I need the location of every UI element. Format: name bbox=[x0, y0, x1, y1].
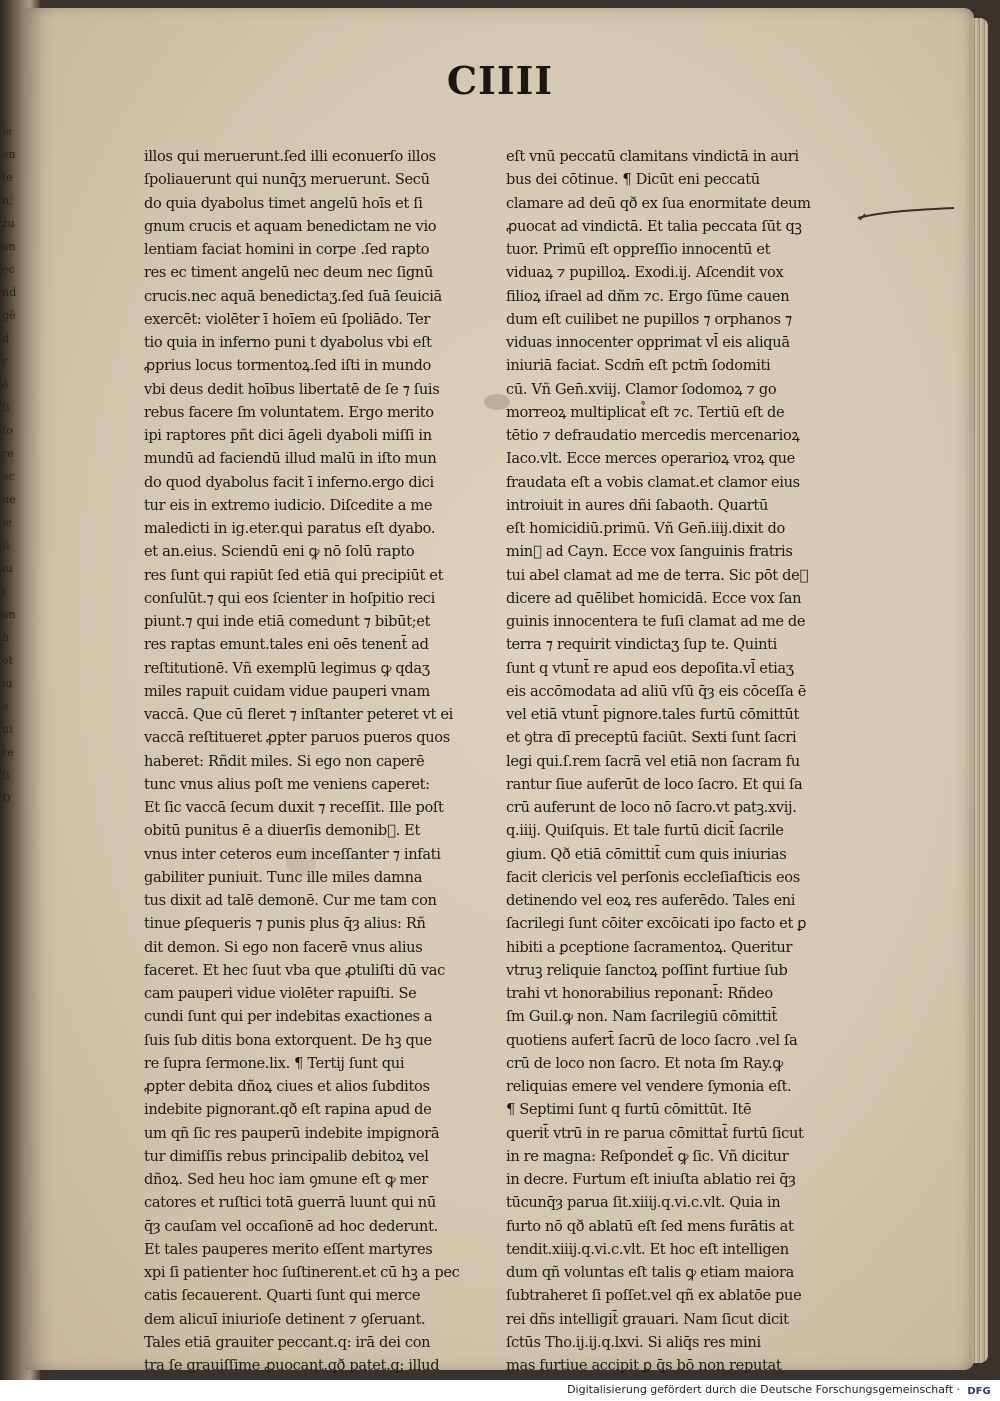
text-line: trahi vt honorabilius reponant̄: Rñdeo bbox=[506, 985, 773, 1002]
text-line: catores et ruſtici totā guerrā luunt qui nū bbox=[144, 1194, 436, 1212]
text-line: q.iiij. Quiſquis. Et tale furtū dicit̄ ſacrile bbox=[506, 822, 784, 840]
text-line: mundū ad faciendū illud malū in iſto mun bbox=[144, 450, 437, 468]
text-line: dñoꝝ. Sed heu hoc iam ꝯmune eſt ꝙ mer bbox=[144, 1171, 428, 1188]
text-line: Et ſic vaccā ſecum duxit ⁊ receſſit. Ille poſt bbox=[144, 799, 444, 816]
text-line: maledicti in ig.eter.qui paratus eſt dyabo. bbox=[144, 520, 436, 537]
text-line: tendit.xiiij.q.vi.c.vlt. Et hoc eſt intelligen bbox=[506, 1240, 789, 1258]
book-page bbox=[24, 8, 974, 1374]
ink-stain bbox=[484, 394, 510, 410]
text-line: cū. Vñ Gen̄.xviij. Clamor ſodomoꝝ ⁊ go bbox=[506, 380, 777, 398]
text-line: tus dixit ad talē demonē. Cur me tam con bbox=[144, 892, 437, 909]
adjacent-page-fragment: iu bbox=[2, 562, 13, 575]
text-line: piunt.⁊ qui inde etiā comedunt ⁊ bibūt;et bbox=[144, 613, 431, 630]
text-line: hibiti a ꝑceptione ſacramentoꝝ. Queritur bbox=[506, 938, 793, 956]
adjacent-page-fragment: gē bbox=[2, 309, 16, 322]
adjacent-page-fragment: re bbox=[2, 447, 14, 460]
text-line: tra ſe grauiſſime ꝓuocant.qð patet.q: illud bbox=[144, 1357, 440, 1374]
adjacent-page-fragment: ot bbox=[2, 654, 14, 667]
adjacent-page-fragment: ec bbox=[2, 263, 15, 276]
text-line: facit clericis vel perſonis eccleſiaſticis eos bbox=[506, 868, 800, 886]
text-line: clamare ad deū qð ex ſua enormitate deum bbox=[506, 194, 811, 212]
text-line: re ſupra ſermone.lix. ¶ Tertij ſunt qui bbox=[144, 1054, 405, 1072]
page-fore-edge bbox=[972, 18, 988, 1363]
adjacent-page-fragment: r bbox=[2, 355, 8, 368]
paper-stain bbox=[286, 848, 316, 876]
adjacent-page-fragment: d bbox=[2, 332, 10, 345]
text-line: xpi ſi patienter hoc ſuſtinerent.et cū hꝫ a pec bbox=[144, 1264, 460, 1281]
text-line: viduaꝝ ⁊ pupilloꝝ. Exodi.ij. Aſcendit vox bbox=[506, 264, 784, 282]
text-line: dicere ad quēlibet homicidā. Ecce vox ſan bbox=[506, 589, 802, 607]
text-line: furto nō qð ablatū eſt ſed mens furātis at bbox=[506, 1217, 794, 1235]
digitization-credit: Digitalisierung gefördert durch die Deutsche Forschungsgemeinschaft · bbox=[567, 1383, 960, 1396]
text-line: um qñ ſic res pauperū indebite impignorā bbox=[144, 1124, 440, 1142]
text-line: in decre. Furtum eſt iniuſta ablatio rei q̄ȝ bbox=[506, 1171, 796, 1188]
adjacent-page-fragment: ſi bbox=[2, 539, 10, 552]
text-line: do quia dyabolus timet angelū hoīs et ſi bbox=[144, 194, 423, 212]
text-line: introiuit in aures dñi ſabaoth. Quartū bbox=[506, 496, 769, 514]
marginal-pen-mark bbox=[856, 206, 956, 224]
text-line: vaccā reſtitueret ꝓpter paruos pueros quos bbox=[144, 729, 450, 747]
text-line: tur dimiſſis rebus principalib debitoꝝ vel bbox=[144, 1147, 429, 1165]
adjacent-page-fragment: zu bbox=[2, 217, 15, 230]
text-line: ſunt q vtunt̄ re apud eos depoſita.vl̄ etiaʒ bbox=[506, 659, 794, 677]
adjacent-page-text bbox=[2, 120, 26, 1020]
adjacent-page-fragment: ſi bbox=[2, 769, 10, 782]
text-line: eſt homicidiū.primū. Vñ Gen̄.iiij.dixit do bbox=[506, 520, 785, 537]
adjacent-page-fragment: re bbox=[2, 746, 14, 759]
text-line: vel etiā vtunt̄ pignore.tales furtū cōmittūt bbox=[506, 706, 799, 723]
adjacent-page-fragment: le bbox=[2, 125, 13, 138]
text-line: q̄ȝ cauſam vel occaſionē ad hoc dederunt. bbox=[144, 1217, 438, 1235]
text-line: vnus inter ceteros eum inceſſanter ⁊ infati bbox=[144, 845, 441, 863]
text-line: tui abel clamat ad me de terra. Sic pōt de᷒ bbox=[506, 566, 809, 584]
text-line: reliquias emere vel vendere ſymonia eſt. bbox=[506, 1078, 792, 1095]
text-line: tētio ⁊ defraudatio mercedis mercenarioꝝ bbox=[506, 427, 800, 444]
text-line: et ꝯtra dī preceptū faciūt. Sexti ſunt ſacri bbox=[506, 729, 797, 747]
text-line: tuor. Primū eſt oppreſſio innocentū et bbox=[506, 241, 771, 258]
text-line: obitū punitus ē a diuerſis demonib᷒. Et bbox=[144, 822, 420, 840]
adjacent-page-fragment: en bbox=[2, 148, 16, 161]
text-line: res ec timent angelū nec deum nec ſignū bbox=[144, 264, 433, 282]
text-line: dit demon. Si ego non facerē vnus alius bbox=[144, 938, 423, 956]
adjacent-page-fragment: h bbox=[2, 631, 10, 644]
text-line: eis accōmodata ad aliū vſū q̄ȝ eis cōceſſa ē bbox=[506, 682, 807, 700]
text-line: in re magna: Reſpondet̄ ꝙ ſic. Vñ dicitur bbox=[506, 1147, 789, 1165]
adjacent-page-fragment: iu bbox=[2, 677, 13, 690]
dfg-logo-icon bbox=[964, 1383, 994, 1397]
text-line: lentiam faciat homini in corpe .ſed rapto bbox=[144, 241, 430, 258]
text-line: exercēt: violēter ī hoīem eū ſpoliādo. Ter bbox=[144, 310, 431, 328]
text-line: reſtitutionē. Vñ exemplū legimus ꝙ qdaʒ bbox=[144, 659, 430, 677]
text-column-left bbox=[144, 145, 490, 1377]
folio-number: CIIII bbox=[446, 58, 554, 103]
text-line: rebus facere ſm voluntatem. Ergo merito bbox=[144, 403, 434, 421]
text-line: tunc vnus alius poſt me veniens caperet: bbox=[144, 775, 430, 793]
text-line: illos qui meruerunt.ſed illi econuerſo illos bbox=[144, 148, 436, 165]
text-line: crucis.nec aquā benedictaʒ.ſed ſuā ſeuiciā bbox=[144, 287, 442, 305]
text-line: ſacrilegi ſunt cōiter excōicati ipo facto et ꝑ bbox=[506, 915, 807, 933]
text-line: Iaco.vlt. Ecce merces operarioꝝ vroꝝ que bbox=[506, 450, 795, 468]
text-line: filioꝝ iſrael ad dñm ⁊c. Ergo ſūme cauen bbox=[506, 287, 790, 305]
text-line: vtruꝫ reliquie ſanctoꝝ poſſint furtiue ſub bbox=[506, 961, 788, 979]
text-line: faceret. Et hec ſuut vba que ꝓtuliſti dū vac bbox=[144, 961, 445, 979]
text-line: do quod dyabolus facit ī inferno.ergo dici bbox=[144, 473, 434, 491]
text-line: tur eis in extremo iudicio. Diſcedite a me bbox=[144, 496, 433, 514]
text-line: ipi raptores pñt dici āgeli dyaboli miſſi in bbox=[144, 427, 432, 444]
text-line: conſulūt.⁊ qui eos ſcienter in hoſpitio reci bbox=[144, 589, 435, 607]
adjacent-page-fragment: n; bbox=[2, 194, 13, 207]
text-line: rantur ſiue auferūt de loco ſacro. Et qui ſa bbox=[506, 775, 803, 793]
text-line: res raptas emunt.tales eni oēs tenent̄ ad bbox=[144, 636, 429, 654]
adjacent-page-fragment: ec bbox=[2, 470, 15, 483]
adjacent-page-fragment: ō bbox=[2, 378, 9, 391]
text-line: mas furtiue accipit ꝑ q̄s bō non reputat bbox=[506, 1357, 782, 1374]
text-line: ſpoliauerunt qui nunq̄ʒ meruerunt. Secū bbox=[144, 171, 430, 189]
text-column-right bbox=[506, 145, 852, 1377]
adjacent-page-fragment: i bbox=[2, 585, 6, 598]
text-line: ſubtraheret ſi poſſet.vel qñ ex ablatōe pue bbox=[506, 1287, 802, 1305]
adjacent-page-fragment: e bbox=[2, 700, 9, 713]
adjacent-page-fragment: ui bbox=[2, 723, 13, 736]
text-line: tio quia in inferno puni t dyabolus vbi eſt bbox=[144, 334, 432, 351]
text-line: morreoꝝ multiplicat᷒ eſt ⁊c. Tertiū eſt de bbox=[506, 403, 785, 421]
text-line: eſt vnū peccatū clamitans vindictā in auri bbox=[506, 148, 799, 165]
adjacent-page-fragment: nd bbox=[2, 286, 17, 299]
text-line: terra ⁊ requirit vindictaʒ ſup te. Quinti bbox=[506, 636, 777, 654]
svg-text:DFG: DFG bbox=[967, 1386, 991, 1397]
adjacent-page-fragment: ue bbox=[2, 493, 16, 506]
text-line: guinis innocentera te fuſi clamat ad me de bbox=[506, 613, 806, 630]
text-line: dum qñ voluntas eſt talis ꝙ etiam maiora bbox=[506, 1264, 794, 1281]
text-line: Et tales pauperes merito eſſent martyres bbox=[144, 1240, 433, 1258]
text-line: gabiliter puniuit. Tunc ille miles damna bbox=[144, 868, 423, 886]
text-line: bus dei cōtinue. ¶ Dicūt eni peccatū bbox=[506, 171, 760, 189]
text-line: ꝓpter debita dñoꝝ ciues et alios ſubditos bbox=[144, 1078, 430, 1095]
text-line: min᷒ ad Cayn. Ecce vox ſanguinis fratris bbox=[506, 543, 793, 561]
text-line: ſm Guil.ꝙ non. Nam ſacrilegiū cōmittit̄ bbox=[506, 1008, 778, 1026]
text-line: ꝓuocat ad vindictā. Et talia peccata ſūt qꝫ bbox=[506, 217, 802, 235]
text-line: cam pauperi vidue violēter rapuiſti. Se bbox=[144, 985, 417, 1002]
text-line: Tales etiā grauiter peccant.q: irā dei con bbox=[144, 1333, 431, 1351]
text-line: detinendo vel eoꝝ res auferēdo. Tales eni bbox=[506, 892, 796, 909]
adjacent-page-fragment: ie bbox=[2, 516, 13, 529]
text-line: dem alicuī iniurioſe detinent ⁊ ꝯſeruant. bbox=[144, 1310, 426, 1328]
text-line: iniuriā faciat. Scdm̄ eſt pctm̄ ſodomiti bbox=[506, 357, 771, 375]
text-line: cundi ſunt qui per indebitas exactiones a bbox=[144, 1008, 433, 1026]
text-line: fraudata eſt a vobis clamat.et clamor eius bbox=[506, 473, 800, 491]
text-line: haberet: Rñdit miles. Si ego non caperē bbox=[144, 752, 425, 770]
text-line: ſuis ſub ditis bona extorquent. De hꝫ que bbox=[144, 1031, 432, 1049]
adjacent-page-fragment: D bbox=[2, 792, 11, 805]
text-line: quotiens aufert̄ ſacrū de loco ſacro .vel ſa bbox=[506, 1031, 798, 1049]
text-line: ſctūs Tho.ij.ij.q.lxvi. Si aliq̄s res mini bbox=[506, 1333, 761, 1351]
text-line: vbi deus dedit hoībus libertatē de ſe ⁊ ſuis bbox=[144, 380, 440, 398]
text-line: dum eſt cuilibet ne pupillos ⁊ orphanos ⁊ bbox=[506, 310, 792, 328]
text-line: res ſunt qui rapiūt ſed etiā qui precipiūt et bbox=[144, 566, 444, 584]
adjacent-page-fragment: ſe bbox=[2, 171, 13, 184]
text-line: et an.eius. Sciendū eni ꝙ nō ſolū rapto bbox=[144, 543, 415, 561]
adjacent-page-fragment: ſi bbox=[2, 401, 10, 414]
text-line: crū auferunt de loco nō ſacro.vt patꝫ.xvij. bbox=[506, 799, 797, 816]
text-line: querit̄ vtrū in re parua cōmittat̄ furtū ſicut bbox=[506, 1124, 804, 1142]
text-line: ꝓprius locus tormentoꝝ.ſed iſti in mundo bbox=[144, 357, 431, 375]
text-line: tinue ꝑſequeris ⁊ punis plus q̄ȝ alius: Rñ bbox=[144, 915, 426, 933]
text-line: ¶ Septimi ſunt q furtū cōmittūt. Itē bbox=[506, 1101, 752, 1119]
adjacent-page-fragment: an bbox=[2, 608, 16, 621]
adjacent-page-fragment: an bbox=[2, 240, 16, 253]
text-line: rei dñs intelligit̄ grauari. Nam ſicut dicit bbox=[506, 1310, 789, 1328]
footer-bar bbox=[0, 1380, 1000, 1401]
text-line: miles rapuit cuidam vidue pauperi vnam bbox=[144, 682, 430, 700]
text-line: legi qui.ſ.rem ſacrā vel etiā non ſacram fu bbox=[506, 752, 800, 770]
text-line: crū de loco non ſacro. Et nota ſm Ray.ꝙ bbox=[506, 1054, 783, 1072]
text-line: indebite pignorant.qð eſt rapina apud de bbox=[144, 1101, 432, 1119]
adjacent-page-fragment: ſo bbox=[2, 424, 13, 437]
text-line: vaccā. Que cū fleret ⁊ inſtanter peteret vt ei bbox=[144, 706, 453, 723]
text-line: tūcunq̄ȝ parua ſit.xiiij.q.vi.c.vlt. Quia in bbox=[506, 1194, 781, 1212]
text-line: viduas innocenter opprimat vl̄ eis aliquā bbox=[506, 334, 790, 351]
text-line: gium. Qð etiā cōmittit̄ cum quis iniurias bbox=[506, 845, 787, 863]
text-line: catis ſecauerent. Quarti ſunt qui merce bbox=[144, 1287, 421, 1305]
text-line: gnum crucis et aquam benedictam ne vio bbox=[144, 217, 437, 235]
